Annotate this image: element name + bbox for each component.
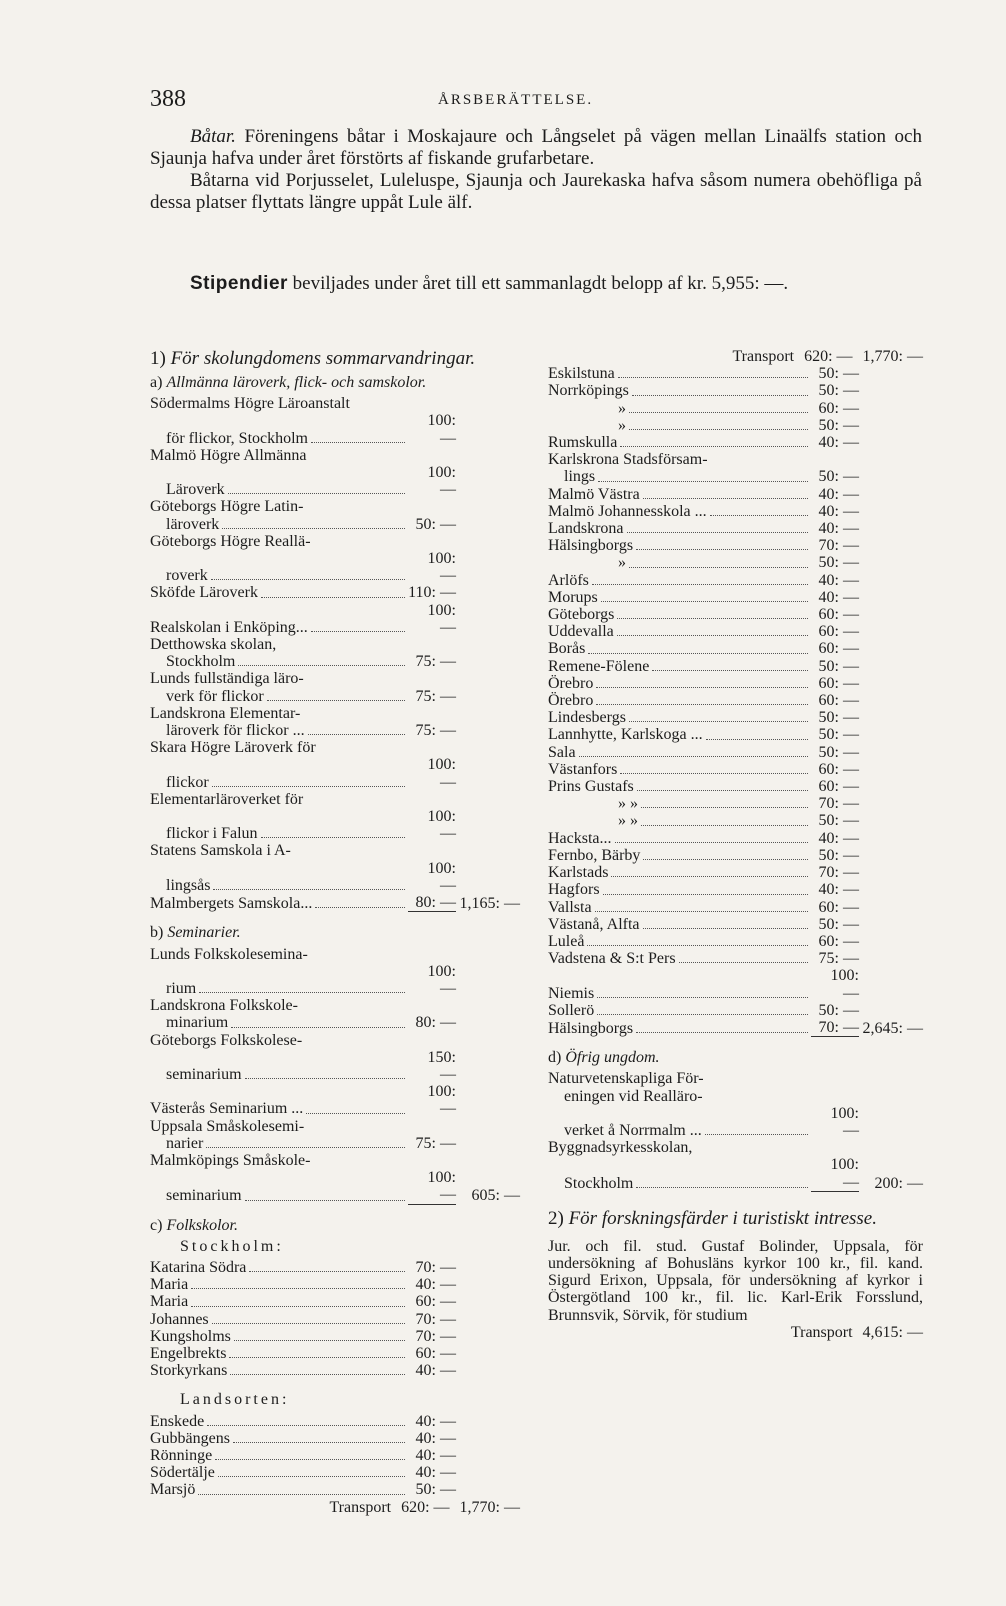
list-item: Engelbrekts 60: — — [150, 1344, 456, 1362]
list-item: Karlstads 70: — — [548, 864, 859, 882]
list-item: Göteborgs 60: — — [548, 606, 859, 624]
list-item: Johannes 70: — — [150, 1310, 456, 1328]
list-item: Vallsta 60: — — [548, 898, 859, 916]
section-2-text: Jur. och fil. stud. Gustaf Bolinder, Uppsala, för undersökning af Bohusläns kyrkor 100 kr., fil. kand. Sigurd Erixon, Uppsala, för undersökning af kyrkor i Östergötland 100 kr., fil. lic. Karl-Erik Forsslund, Brunnsvik, Sörvik, för studium — [548, 1237, 923, 1324]
transport-out-right: Transport 4,615: — — [790, 1323, 923, 1341]
sub-c-heading: c) Folkskolor. — [150, 1216, 238, 1234]
boats-paragraph-2: Båtarna vid Porjusselet, Luleluspe, Sjaunja och Jaurekaska hafva såsom numera obehöfliga på dessa platser flyttats längre uppåt Lule älf. — [150, 170, 922, 213]
list-item: Eskilstuna 50: — — [548, 365, 859, 383]
d-last-item: Byggnadsyrkesskolan, Stockholm 100: — 200: — — [548, 1139, 923, 1192]
a-list — [150, 395, 520, 894]
list-item: Malmö Högre Allmänna Läroverk 100: — — [150, 446, 456, 499]
list-item: Sala 50: — — [548, 743, 859, 761]
list-item: Landskrona Elementar- läroverk för flickor ... 75: — — [150, 704, 456, 740]
list-item: Norrköpings 50: — — [548, 382, 859, 400]
list-item: Hacksta... 40: — — [548, 829, 859, 847]
b-subtotal: 605: — — [471, 1187, 520, 1205]
list-item: Uppsala Småskolesemi- narier 75: — — [150, 1117, 456, 1152]
list-item: Lunds Folkskoleseminа- rium 100: — — [150, 945, 456, 997]
list-item: Borås 60: — — [548, 640, 859, 658]
list-item: Statens Samskola i A- lingsås 100: — — [150, 842, 456, 894]
list-item: Elementarläroverket för flickor i Falun 100: — — [150, 790, 456, 843]
left-column — [150, 348, 520, 1516]
list-item: Vadstena & S:t Pers 75: — — [548, 950, 859, 968]
list-item: Sollerö 50: — — [548, 1001, 859, 1019]
list-item: Gubbängens 40: — — [150, 1429, 456, 1447]
list-item: Fernbo, Bärby 50: — — [548, 846, 859, 864]
list-item: Skara Högre Läroverk för flickor 100: — — [150, 739, 456, 791]
list-item: Landskrona Folkskole- minarium 80: — — [150, 997, 456, 1032]
right-last-row: Hälsingborgs 70: — 2,645: — — [548, 1018, 923, 1037]
list-item: Rumskulla 40: — — [548, 434, 859, 452]
list-item: Lindesbergs 50: — — [548, 709, 859, 727]
list-item: Lunds fullständiga läro- verk för flickor 75: — — [150, 670, 456, 705]
list-item: Hagfors 40: — — [548, 881, 859, 899]
page-header — [150, 86, 920, 116]
list-item: Örebro 60: — — [548, 692, 859, 710]
boats-paragraph — [150, 126, 922, 170]
sub-a-heading: a) Allmänna läroverk, flick- och samskolor. — [150, 374, 427, 391]
list-item: Remene-Fölene 50: — — [548, 657, 859, 675]
page-number: 388 — [150, 86, 186, 112]
list-item: » » 70: — — [618, 795, 859, 813]
c-list — [150, 1259, 520, 1379]
b-last-item: Malmköpings Småskole- seminarium 100: — 605: — — [150, 1151, 520, 1205]
list-item: Rönninge 40: — — [150, 1446, 456, 1464]
transport-out-left: Transport 620: — 1,770: — — [329, 1498, 520, 1516]
list-item: Marsjö 50: — — [150, 1481, 456, 1499]
list-item: Katarina Södra 70: — — [150, 1258, 456, 1276]
d-item-naturvet: Naturvetenskapliga För- eningen vid Realläro- verket å Norrmalm ... 100: — — [548, 1070, 859, 1139]
list-item: Landskrona 40: — — [548, 520, 859, 538]
list-item: Morups 40: — — [548, 588, 859, 606]
list-item: Södermalms Högre Läroanstalt för flickor, Stockholm 100: — — [150, 395, 456, 447]
stipendier-paragraph — [150, 273, 922, 295]
list-item: Västerås Seminarium ... 100: — — [150, 1083, 456, 1118]
a-last-row: Malmbergets Samskola... 80: — 1,165: — — [150, 894, 520, 913]
section-2-heading: 2) För forskningsfärder i turistiskt intresse. — [548, 1207, 877, 1229]
stipendier-text: beviljades under året till ett sammanlagdt belopp af kr. 5,955: —. — [287, 273, 789, 294]
running-title: ÅRSBERÄTTELSE. — [438, 92, 594, 108]
list-item: Enskede 40: — — [150, 1412, 456, 1430]
right-list — [548, 365, 923, 1019]
list-item: Detthowska skolan, Stockholm 75: — — [150, 636, 456, 671]
list-item: » » 50: — — [618, 812, 859, 830]
list-item: Kungsholms 70: — — [150, 1327, 456, 1345]
list-item: Maria 60: — — [150, 1293, 456, 1311]
boats-lead: Båtar. — [190, 126, 236, 147]
list-item: Lannhytte, Karlskoga ... 50: — — [548, 726, 859, 744]
list-item: Storkyrkans 40: — — [150, 1362, 456, 1380]
list-item: Niemis 100: — — [548, 967, 859, 1002]
d-list — [150, 1413, 520, 1499]
list-item: Örebro 60: — — [548, 674, 859, 692]
list-item: Södertälje 40: — — [150, 1464, 456, 1482]
list-item: » 60: — — [618, 399, 859, 417]
transport-in-right: Transport 620: — 1,770: — — [732, 348, 923, 365]
a-subtotal: 1,165: — — [459, 895, 520, 913]
list-item: Prins Gustafs 60: — — [548, 778, 859, 796]
list-item: Västanå, Alfta 50: — — [548, 915, 859, 933]
list-item: Malmö Västra 40: — — [548, 485, 859, 503]
list-item: Sköfde Läroverk 110: — — [150, 584, 456, 602]
list-item: » 50: — — [618, 554, 859, 572]
list-item: Hälsingborgs 70: — — [548, 537, 859, 555]
list-item: Luleå 60: — — [548, 932, 859, 950]
list-item: Realskolan i Enköping... 100: — — [150, 601, 456, 636]
right-subtotal: 2,645: — — [862, 1019, 923, 1037]
list-item: Göteborgs Folkskolese- seminarium 150: — — [150, 1031, 456, 1083]
landsorten-label: Landsorten: — [180, 1391, 290, 1409]
list-item: Karlskrona Stadsförsam- lings 50: — — [548, 451, 859, 486]
list-item: Maria 40: — — [150, 1276, 456, 1294]
stockholm-label: Stockholm: — [180, 1237, 284, 1255]
right-column — [548, 348, 923, 1341]
boats-text: Föreningens båtar i Moskajaure och Långselet på vägen mellan Linaälfs station och Sjaunja hafva under året förstörts af fiskande grufarbetare. — [150, 126, 922, 169]
intro-text — [150, 126, 922, 214]
b-list — [150, 946, 520, 1152]
sub-b-heading: b) Seminarier. — [150, 924, 241, 942]
list-item: Arlöfs 40: — — [548, 571, 859, 589]
list-item: Uddevalla 60: — — [548, 623, 859, 641]
list-item: Västanfors 60: — — [548, 760, 859, 778]
d-subtotal: 200: — — [874, 1174, 923, 1192]
list-item: Malmö Johannesskola ... 40: — — [548, 502, 859, 520]
list-item: » 50: — — [618, 416, 859, 434]
sub-d-heading: d) Öfrig ungdom. — [548, 1049, 660, 1067]
section-1-heading: 1) För skolungdomens sommarvandringar. — [150, 348, 476, 369]
stipendier-lead: Stipendier — [190, 273, 288, 294]
list-item: Göteborgs Högre Latin- läroverk 50: — — [150, 498, 456, 533]
list-item: Göteborgs Högre Reallä- roverk 100: — — [150, 532, 456, 585]
